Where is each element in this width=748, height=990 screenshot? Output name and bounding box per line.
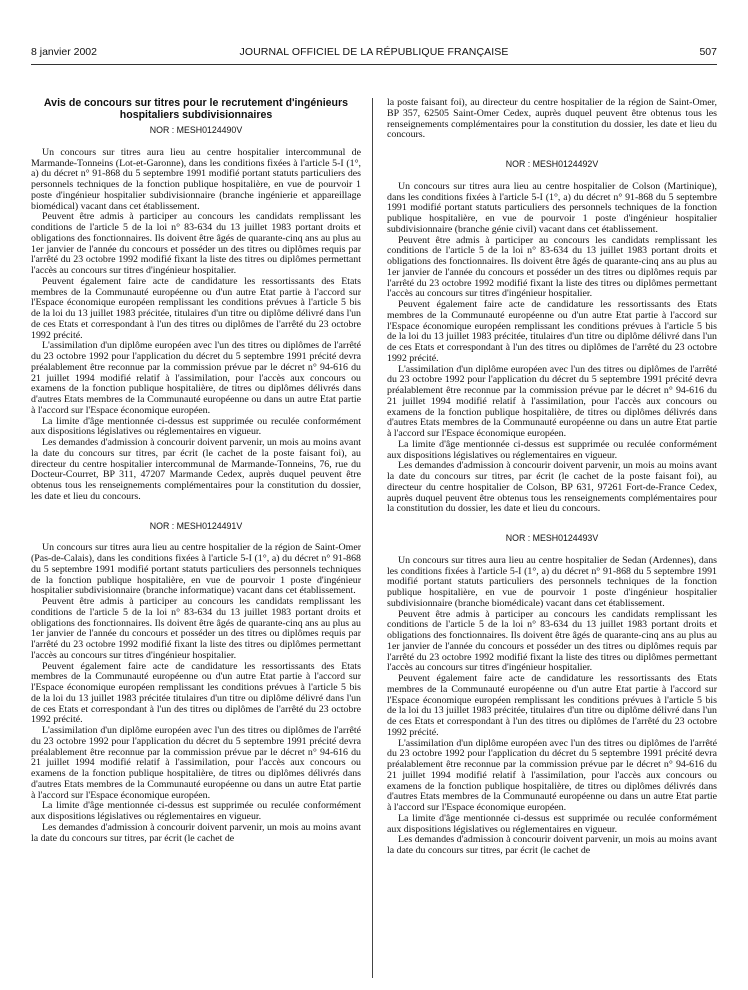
- paragraph: L'assimilation d'un diplôme européen avec l'un des titres ou diplômes de l'arrêté du 23 octobre 1992 pour l'application du décret du 5 septembre 1991 précité devra préalablement être reconnue par la commission prévue par le décret n° 94-616 du 21 juillet 1994 modifié relatif à l'assimilation, pour l'accès aux concours ou examens de la fonction publique hospitalière, de titres ou diplômes délivrés dans d'autres Etats membres de la Communauté européenne ou dans un autre Etat partie à l'accord sur l'Espace économique européen.: [387, 737, 717, 813]
- spacer: [387, 141, 717, 155]
- paragraph: Les demandes d'admission à concourir doivent parvenir, un mois au moins avant la date du concours sur titres, par écrit (le cachet de: [387, 834, 717, 856]
- paragraph: Un concours sur titres aura lieu au centre hospitalier intercommunal de Marmande-Tonneins (Lot-et-Garonne), dans les conditions fixées à l'article 5-I (1°, a) du décret n° 91-868 du 5 septembre 1991 modifié portant statuts particuliers des personnels techniques de la fonction publique hospitalière, en vue de pourvoir 1 poste d'ingénieur hospitalier subdivisionnaire (branche ingénierie et appareillage biomédical) vacant dans cet établissement.: [31, 146, 361, 212]
- page-header: [31, 46, 717, 64]
- notice-title: Avis de concours sur titres pour le recrutement d'ingénieurs hospitaliers subdivisionnaires: [43, 98, 349, 121]
- paragraph: Peuvent également faire acte de candidature les ressortissants des Etats membres de la Communauté européenne ou d'un autre Etat partie à l'accord sur l'Espace économique européen remplissant les conditions prévues à l'article 5 bis de la loi du 13 juillet 1983 précitée, titulaires d'un titre ou diplôme délivré dans l'un de ces Etats et correspondant à l'un des titres ou diplômes de l'arrêté du 23 octobre 1992 précité.: [387, 673, 717, 738]
- paragraph: Peuvent également faire acte de candidature les ressortissants des Etats membres de la Communauté européenne ou d'un autre Etat partie à l'accord sur l'Espace économique européen remplissant les conditions prévues à l'article 5 bis de la loi du 13 juillet 1983 précitée titulaires d'un titre ou diplôme délivré dans l'un de ces Etats et correspondant à l'un des titres ou diplômes de l'arrêté du 23 octobre 1992 précité.: [31, 660, 361, 726]
- notice-body: [387, 182, 717, 515]
- journal-title: JOURNAL OFFICIEL DE LA RÉPUBLIQUE FRANÇAISE: [239, 46, 509, 58]
- paragraph: Un concours sur titres aura lieu au centre hospitalier de la région de Saint-Omer (Pas-de-Calais), dans les conditions fixées à l'article 5-I (1°, a) du décret n° 91-868 du 5 septembre 1991 modifié portant statuts particuliers des personnels techniques de la fonction publique hospitalière, en vue de pourvoir 1 poste d'ingénieur hospitalier subdivisionnaire (branche informatique) vacant dans cet établissement.: [31, 542, 361, 597]
- paragraph: La limite d'âge mentionnée ci-dessus est supprimée ou reculée conformément aux dispositions législatives ou réglementaires en vigueur.: [31, 800, 361, 822]
- paragraph-continued: la poste faisant foi), au directeur du centre hospitalier de la région de Saint-Omer, BP 357, 62505 Saint-Omer Cedex, auprès duquel peuvent être obtenus tous les renseignements complémentaires pour la constitution du dossier, les date et lieu du concours.: [387, 98, 717, 141]
- paragraph: L'assimilation d'un diplôme européen avec l'un des titres ou diplômes de l'arrêté du 23 octobre 1992 pour l'application du décret du 5 septembre 1991 précité devra préalablement être reconnue par la commission prévue par le décret n° 94-616 du 21 juillet 1994 modifié relatif à l'assimilation, pour l'accès aux concours ou examens de la fonction publique hospitalière, de titres ou diplômes délivrés dans d'autres Etats membres de la Communauté européenne ou dans un autre Etat partie à l'accord sur l'Espace économique européen.: [387, 363, 717, 439]
- paragraph: Peuvent également faire acte de candidature les ressortissants des Etats membres de la Communauté européenne ou d'un autre Etat partie à l'accord sur l'Espace économique européen remplissant les conditions prévues à l'article 5 bis de la loi du 13 juillet 1983 précitée, titulaires d'un titre ou diplôme délivré dans l'un de ces Etats et correspondant à l'un des titres ou diplômes de l'arrêté du 23 octobre 1992 précité.: [387, 299, 717, 364]
- left-column: [31, 98, 361, 982]
- paragraph: Un concours sur titres aura lieu au centre hospitalier de Sedan (Ardennes), dans les conditions fixées à l'article 5-I (1°, a) du décret n° 91-868 du 5 septembre 1991 modifié portant statuts particuliers des personnels techniques de la fonction publique hospitalière, en vue de pourvoir 1 poste d'ingénieur hospitalier subdivisionnaire (branche biomédicale) vacant dans cet établissement.: [387, 554, 717, 609]
- paragraph: Les demandes d'admission à concourir doivent parvenir, un mois au moins avant la date du concours sur titres, par écrit (le cachet de: [31, 821, 361, 844]
- paragraph: Les demandes d'admission à concourir doivent parvenir, un mois au moins avant la date du concours sur titres, par écrit (le cachet de la poste faisant foi), au directeur du centre hospitalier intercommunal de Marmande-Tonneins, 76, rue du Docteur-Courret, BP 311, 47207 Marmande Cedex, auprès duquel peuvent être obtenus tous les renseignements complémentaires pour la constitution du dossier, les date et lieu du concours.: [31, 437, 361, 502]
- nor-reference: NOR : MESH0124491V: [149, 520, 243, 531]
- paragraph: Peuvent être admis à participer au concours les candidats remplissant les conditions de l'article 5 de la loi n° 83-634 du 13 juillet 1983 portant droits et obligations des fonctionnaires. Ils doivent être âgés de quarante-cinq ans au plus au 1er janvier de l'année du concours et posséder un des titres ou diplômes requis par l'arrêté du 23 octobre 1992 modifié fixant la liste des titres ou diplômes permettant l'accès au concours sur titres d'ingénieur hospitalier.: [31, 596, 361, 661]
- nor-reference: NOR : MESH0124492V: [505, 159, 599, 169]
- paragraph: L'assimilation d'un diplôme européen avec l'un des titres ou diplômes de l'arrêté du 23 octobre 1992 pour l'application du décret du 5 septembre 1991 précité devra préalablement être reconnue par la commission prévue par le décret n° 94-616 du 21 juillet 1994 modifié relatif à l'assimilation, pour l'accès aux concours ou examens de la fonction publique hospitalière, de titres ou diplômes délivrés dans d'autres Etats membres de la Communauté européenne ou dans un autre Etat partie à l'accord sur l'Espace économique européen.: [31, 725, 361, 801]
- paragraph: Peuvent être admis à participer au concours les candidats remplissant les conditions de l'article 5 de la loi n° 83-634 du 13 juillet 1983 portant droits et obligations des fonctionnaires. Ils doivent être âgés de quarante-cinq ans au plus au 1er janvier de l'année du concours et posséder un des titres ou diplômes requis par l'arrêté du 23 octobre 1992 modifié fixant la liste des titres ou diplômes permettant l'accès au concours sur titres d'ingénieur hospitalier.: [387, 234, 717, 300]
- paragraph: L'assimilation d'un diplôme européen avec l'un des titres ou diplômes de l'arrêté du 23 octobre 1992 pour l'application du décret du 5 septembre 1991 précité devra préalablement être reconnue par la commission prévue par le décret n° 94-616 du 21 juillet 1994 modifié relatif à l'assimilation, pour l'accès aux concours ou examens de la fonction publique hospitalière, de titres ou diplômes délivrés dans d'autres Etats membres de la Communauté européenne ou dans un autre Etat partie à l'accord sur l'Espace économique européen.: [31, 340, 361, 416]
- paragraph: La limite d'âge mentionnée ci-dessus est supprimée ou reculée conformément aux dispositions législatives ou réglementaires en vigueur.: [387, 812, 717, 835]
- paragraph: La limite d'âge mentionnée ci-dessus est supprimée ou reculée conformément aux dispositions législatives ou réglementaires en vigueur.: [31, 415, 361, 438]
- notice-body: [31, 148, 361, 503]
- paragraph: Peuvent être admis à participer au concours les candidats remplissant les conditions de l'article 5 de la loi n° 83-634 du 13 juillet 1983 portant droits et obligations des fonctionnaires. Ils doivent être âgés de quarante-cinq ans au plus au 1er janvier de l'année du concours et posséder un des titres ou diplômes requis par l'arrêté du 23 octobre 1992 modifié fixant la liste des titres ou diplômes permettant l'accès au concours sur titres d'ingénieur hospitalier.: [31, 211, 361, 276]
- paragraph: Les demandes d'admission à concourir doivent parvenir, un mois au moins avant la date du concours sur titres, par écrit (le cachet de la poste faisant foi), au directeur du centre hospitalier de Colson, BP 631, 97261 Fort-de-France Cedex, auprès duquel peuvent être obtenus tous les renseignements complémentaires pour la constitution du dossier, les date et lieu du concours.: [387, 460, 717, 515]
- nor-reference: NOR : MESH0124490V: [149, 125, 243, 135]
- publication-date: 8 janvier 2002: [31, 46, 97, 58]
- paragraph: La limite d'âge mentionnée ci-dessus est supprimée ou reculée conformément aux dispositions législatives ou réglementaires en vigueur.: [387, 438, 717, 461]
- nor-reference: NOR : MESH0124493V: [505, 533, 599, 543]
- spacer: [31, 503, 361, 517]
- paragraph: Un concours sur titres aura lieu au centre hospitalier de Colson (Martinique), dans les conditions fixées à l'article 5-I (1°, a) du décret n° 91-868 du 5 septembre 1991 modifié portant statuts particuliers des personnels techniques de la fonction publique hospitalière, en vue de pourvoir 1 poste d'ingénieur hospitalier subdivisionnaire (branche génie civil) vacant dans cet établissement.: [387, 180, 717, 235]
- paragraph: Peuvent également faire acte de candidature les ressortissants des Etats membres de la Communauté européenne ou d'un autre Etat partie à l'accord sur l'Espace économique européen remplissant les conditions prévues à l'article 5 bis de la loi du 13 juillet 1983 précitée, titulaires d'un titre ou diplôme délivré dans l'un de ces Etats et correspondant à l'un des titres ou diplômes de l'arrêté du 23 octobre 1992 précité.: [31, 275, 361, 341]
- spacer: [387, 515, 717, 529]
- header-rule: [31, 64, 717, 65]
- page-number: 507: [699, 46, 717, 58]
- right-column: [387, 98, 717, 982]
- notice-body: [387, 556, 717, 857]
- paragraph: Peuvent être admis à participer au concours les candidats remplissant les conditions de l'article 5 de la loi n° 83-634 du 13 juillet 1983 portant droits et obligations des fonctionnaires. Ils doivent être âgés de quarante-cinq ans au plus au 1er janvier de l'année du concours et posséder un des titres ou diplômes requis par l'arrêté du 23 octobre 1992 modifié fixant la liste des titres ou diplômes permettant l'accès au concours sur titres d'ingénieur hospitalier.: [387, 608, 717, 674]
- column-divider: [372, 98, 373, 978]
- notice-body: [31, 543, 361, 844]
